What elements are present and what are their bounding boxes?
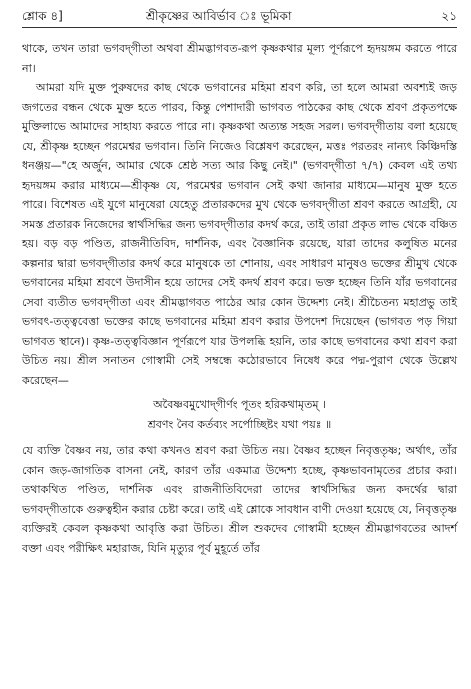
header-rule — [22, 27, 457, 28]
page-body — [22, 39, 457, 558]
verse-line-1: অবৈষ্ণবমুখোদ্‌গীর্ণং পূতং হরিকথামৃতম্ । — [153, 398, 326, 411]
page-number: ২১ — [441, 9, 457, 23]
paragraph-1: থাকে, তখন তারা ভগবদ্‌গীতা অথবা শ্রীমদ্ভাগবত-রূপ কৃষ্ণকথার মূল্য পূর্ণরূপে হৃদয়ঙ্গম করতে পারে না। — [22, 42, 457, 75]
paragraph-3: যে ব্যক্তি বৈষ্ণব নয়, তার কথা কখনও শ্রবণ করা উচিত নয়। বৈষ্ণব হচ্ছেন নিবৃত্ততৃষ্ণ; অর্থাৎ, তাঁর কোন জড়-জাগতিক বাসনা নেই, কারণ তাঁর একমাত্র উদ্দেশ্য হচ্ছে, কৃষ্ণভাবনামৃতের প্রচার করা। তথাকথিত পণ্ডিত, দার্শনিক এবং রাজনীতিবিদেরা তাদের স্বার্থসিদ্ধির জন্য কদর্থের দ্বারা ভগবদ্‌গীতাকে গুরুত্বহীন করার চেষ্টা করে। তাই এই শ্লোকে সাবধান বাণী দেওয়া হয়েছে যে, নিবৃত্ততৃষ্ণ ব্যক্তিরই কেবল কৃষ্ণকথা আবৃত্তি করা উচিত। শ্রীল শুকদেব গোস্বামী হচ্ছেন শ্রীমদ্ভাগবতের আদর্শ বক্তা এবং পরীক্ষিৎ মহারাজ, যিনি মৃত্যুর পূর্ব মুহূর্তে তাঁর — [22, 444, 457, 555]
verse-line-2: শ্রবণং নৈব কর্তব্যং সর্পোচ্ছিষ্টং যথা পয়ঃ ॥ — [147, 418, 332, 431]
verse-reference: শ্লোক ৪] — [22, 9, 63, 23]
chapter-title: শ্রীকৃষ্ণের আবির্ভাব ঃ ভূমিকা — [146, 9, 292, 23]
page-header — [22, 8, 457, 28]
paragraph-2: আমরা যদি মুক্ত পুরুষদের কাছ থেকে ভগবানের মহিমা শ্রবণ করি, তা হলে আমরা অবশ্যই জড় জগতের বন্ধন থেকে মুক্ত হতে পারব, কিন্তু পেশাদারী ভাগবত পাঠকের কাছ থেকে শ্রবণ প্রকৃতপক্ষে মুক্তিলাভে আমাদের সাহায্য করতে পারে না। কৃষ্ণকথা অত্যন্ত সহজ সরল। ভগবদ্‌গীতায় বলা হয়েছে যে, শ্রীকৃষ্ণ হচ্ছেন পরমেশ্বর ভগবান। তিনি নিজেও বিশ্লেষণ করেছেন, মত্তঃ পরতরং নান্যৎ কিঞ্চিদস্তি ধনঞ্জয়—"হে অর্জুন, আমার থেকে শ্রেষ্ঠ সত্য আর কিছু নেই।" (ভগবদ্‌গীতা ৭/৭) কেবল এই তথ্য হৃদয়ঙ্গম করার মাধ্যমে—শ্রীকৃষ্ণ যে, পরমেশ্বর ভগবান সেই কথা জানার মাধ্যমে—মানুষ মুক্ত হতে পারে। বিশেষত এই যুগে মানুষেরা যেহেতু প্রতারকদের মুখ থেকে ভগবদ্‌গীতা শ্রবণ করতে আগ্রহী, যে সমস্ত প্রতারক নিজেদের স্বার্থসিদ্ধির জন্য ভগবদ্‌গীতার কদর্থ করে, তাই তারা প্রকৃত লাভ থেকে বঞ্চিত হয়। বড় বড় পণ্ডিত, রাজনীতিবিদ, দার্শনিক, এবং বৈজ্ঞানিক রয়েছে, যারা তাদের কলুষিত মনের কল্পনার দ্বারা ভগবদ্‌গীতার কদর্থ করে মানুষকে তা শোনায়, এবং সাধারণ মানুষও ভক্তের শ্রীমুখ থেকে ভগবানের মহিমা শ্রবণে উদাসীন হয়ে তাদের সেই কদর্থ শ্রবণ করে। ভক্ত হচ্ছেন তিনি যাঁর ভগবানের সেবা ব্যতীত ভগবদ্‌গীতা এবং শ্রীমদ্ভাগবত পাঠের আর কোন উদ্দেশ্য নেই। শ্রীচৈতন্য মহাপ্রভু তাই ভগবৎ-তত্ত্ববেত্তা ভক্তের কাছে ভগবানের মহিমা শ্রবণ করার উপদেশ দিয়েছেন (ভাগবত পড় গিয়া ভাগবত স্থানে)। কৃষ্ণ-তত্ত্ববিজ্ঞান পূর্ণরূপে যার উপলব্ধি হয়নি, তার কাছে ভগবানের কথা শ্রবণ করা উচিত নয়। শ্রীল সনাতন গোস্বামী সেই সম্বন্ধে কঠোরভাবে নিষেধ করে পদ্ম-পুরাণ থেকে উল্লেখ করেছেন— — [22, 81, 457, 387]
sanskrit-verse — [22, 395, 457, 435]
